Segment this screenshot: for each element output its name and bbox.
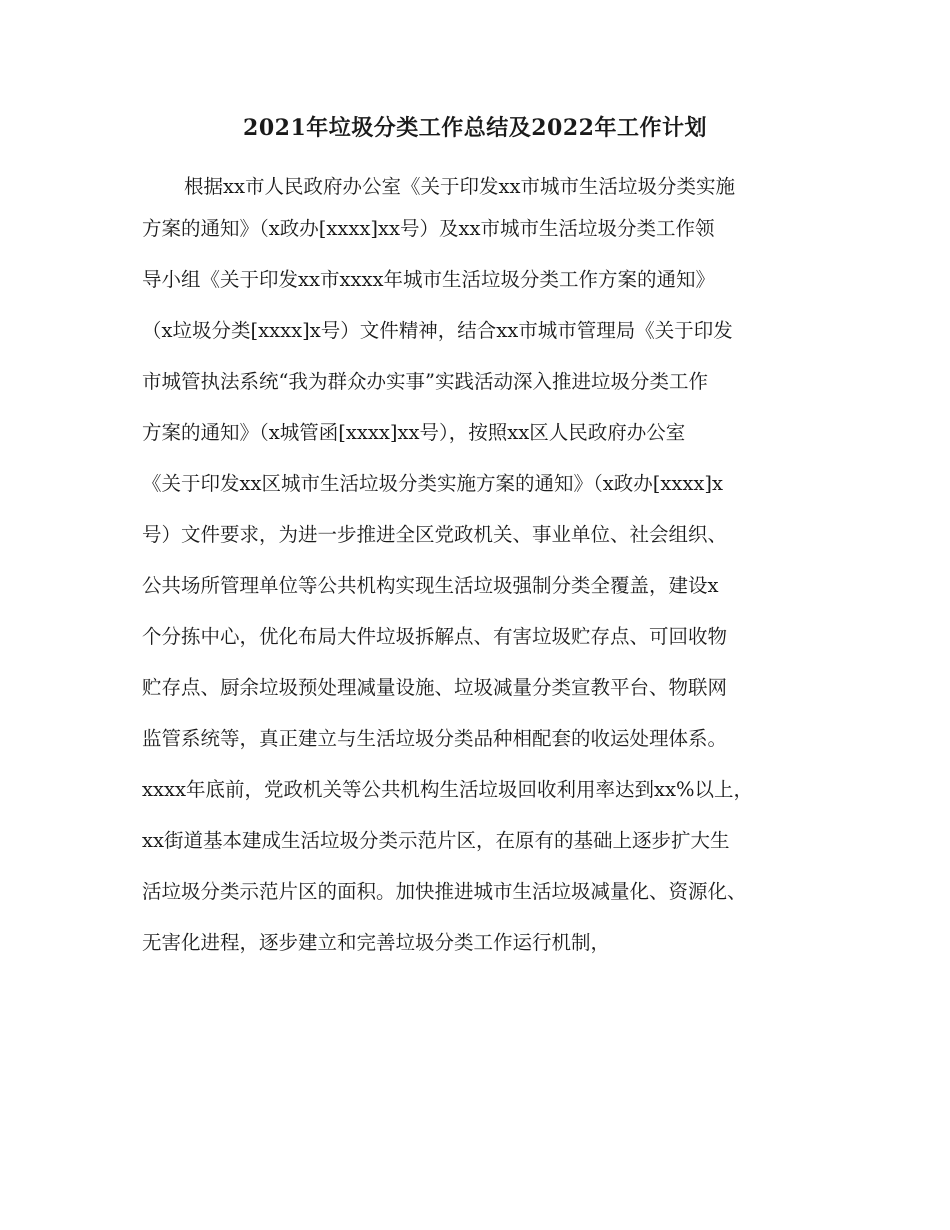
paragraph-line: 《关于印发xx区城市生活垃圾分类实施方案的通知》（x政办[xxxx]x: [142, 472, 723, 495]
paragraph-line: 无害化进程，逐步建立和完善垃圾分类工作运行机制，: [142, 931, 611, 954]
paragraph-line: 监管系统等，真正建立与生活垃圾分类品种相配套的收运处理体系。: [142, 727, 728, 750]
paragraph-line: 导小组《关于印发xx市xxxx年城市生活垃圾分类工作方案的通知》: [142, 268, 715, 291]
paragraph-line: 活垃圾分类示范片区的面积。加快推进城市生活垃圾减量化、资源化、: [142, 880, 747, 903]
paragraph-line: 市城管执法系统“我为群众办实事”实践活动深入推进垃圾分类工作: [142, 370, 708, 393]
paragraph-line: 号）文件要求，为进一步推进全区党政机关、事业单位、社会组织、: [142, 523, 728, 546]
paragraph-line: 贮存点、厨余垃圾预处理减量设施、垃圾减量分类宣教平台、物联网: [142, 676, 728, 699]
paragraph-line: 方案的通知》（x政办[xxxx]xx号）及xx市城市生活垃圾分类工作领: [142, 217, 715, 240]
paragraph-line: 根据xx市人民政府办公室《关于印发xx市城市生活垃圾分类实施: [184, 175, 735, 198]
paragraph-line: xx街道基本建成生活垃圾分类示范片区，在原有的基础上逐步扩大生: [142, 829, 730, 852]
paragraph-line: 公共场所管理单位等公共机构实现生活垃圾强制分类全覆盖，建设x: [142, 574, 719, 597]
document-title: 2021年垃圾分类工作总结及2022年工作计划: [243, 115, 707, 141]
paragraph-line: 方案的通知》（x城管函[xxxx]xx号），按照xx区人民政府办公室: [142, 421, 686, 444]
paragraph-line: （x垃圾分类[xxxx]x号）文件精神，结合xx市城市管理局《关于印发: [142, 319, 733, 342]
paragraph-line: 个分拣中心，优化布局大件垃圾拆解点、有害垃圾贮存点、可回收物: [142, 625, 728, 648]
paragraph-line: xxxx年底前，党政机关等公共机构生活垃圾回收利用率达到xx%以上，: [142, 778, 754, 801]
